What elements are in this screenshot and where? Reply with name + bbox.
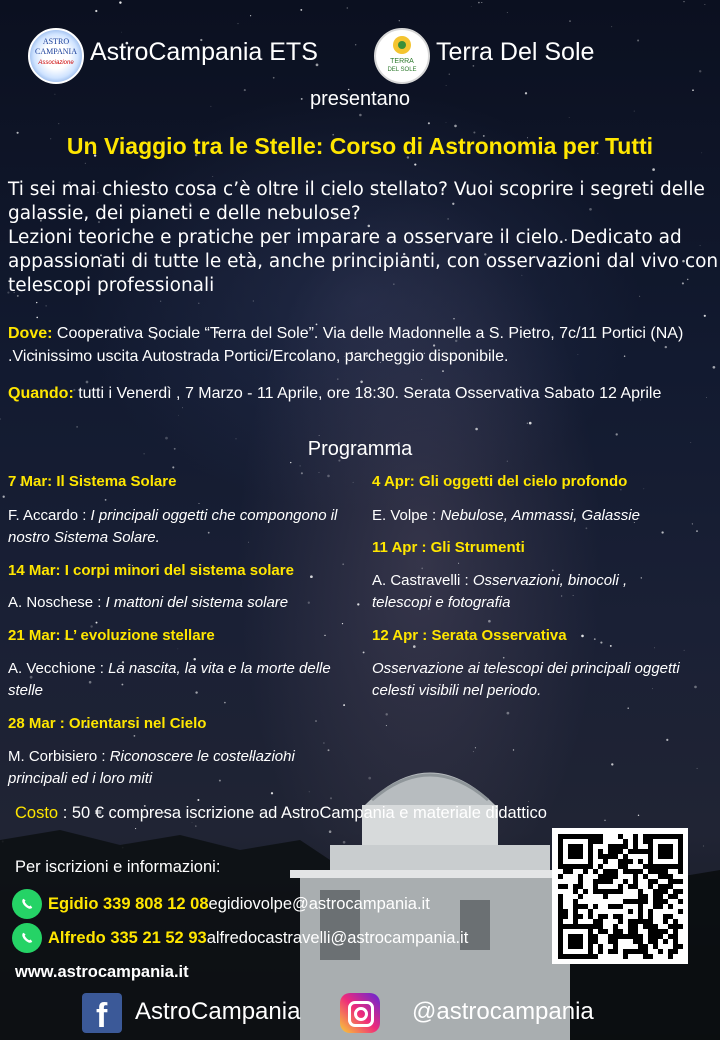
quando-text: tutti i Venerdì , 7 Marzo - 11 Aprile, ore 18:30. Serata Osservativa Sabato 12 Aprile bbox=[73, 385, 662, 402]
qr-code-pattern bbox=[552, 828, 688, 964]
lesson-topic: Osservazioni, binocoli , telescopi e fotografia bbox=[372, 572, 628, 611]
lesson-topic: La nascita, la vita e la morte delle stelle bbox=[8, 660, 331, 699]
logo-text-astro: ASTRO bbox=[42, 37, 70, 46]
quando-label: Quando: bbox=[8, 385, 74, 402]
dove-label: Dove: bbox=[8, 325, 53, 342]
contact-alfredo bbox=[12, 922, 468, 954]
lesson-description bbox=[8, 746, 353, 790]
facebook-icon[interactable]: f bbox=[82, 993, 122, 1033]
lesson-description bbox=[372, 505, 712, 527]
logo-text-terra: TERRA bbox=[390, 58, 414, 65]
website-link[interactable]: www.astrocampania.it bbox=[15, 963, 189, 981]
lesson-description bbox=[8, 505, 338, 549]
lesson-topic: Osservazione ai telescopi dei principali oggetti celesti visibili nel periodo. bbox=[372, 660, 680, 699]
presentano-text: presentano bbox=[309, 88, 411, 110]
lesson-speaker: A. Vecchione : bbox=[8, 660, 109, 677]
cost-info bbox=[15, 804, 547, 823]
programma-heading: Programma bbox=[307, 438, 413, 460]
contact-email[interactable]: egidiovolpe@astrocampania.it bbox=[208, 894, 430, 913]
org2-name: Terra Del Sole bbox=[436, 38, 595, 66]
lesson-topic: I mattoni del sistema solare bbox=[105, 594, 289, 611]
contact-egidio bbox=[12, 888, 430, 920]
logo-text-delsole: DEL SOLE bbox=[387, 67, 417, 73]
intro-paragraph-1: Ti sei mai chiesto cosa c’è oltre il cielo stellato? Vuoi scoprire i segreti delle galassie, dei pianeti e delle nebulose? bbox=[8, 179, 705, 224]
org1-name: AstroCampania ETS bbox=[90, 38, 318, 66]
lesson-title: 21 Mar: L’ evoluzione stellare bbox=[8, 627, 215, 644]
lesson-title: 12 Apr : Serata Osservativa bbox=[372, 627, 567, 644]
instagram-icon[interactable] bbox=[340, 993, 380, 1033]
lesson-description bbox=[8, 658, 353, 702]
costo-label: Costo bbox=[15, 804, 59, 822]
registration-heading: Per iscrizioni e informazioni: bbox=[15, 858, 221, 876]
logo-text-associazione: Associazione bbox=[38, 60, 74, 66]
lesson-title: 4 Apr: Gli oggetti del cielo profondo bbox=[372, 473, 628, 490]
logo-text-campania: CAMPANIA bbox=[35, 47, 77, 56]
course-title: Un Viaggio tra le Stelle: Corso di Astronomia per Tutti bbox=[66, 133, 654, 159]
flower-icon bbox=[390, 34, 414, 56]
contact-email[interactable]: alfredocastravelli@astrocampania.it bbox=[206, 928, 469, 947]
whatsapp-icon[interactable] bbox=[12, 889, 42, 919]
lesson-speaker: A. Noschese : bbox=[8, 594, 106, 611]
lesson-speaker: M. Corbisiero : bbox=[8, 748, 110, 765]
costo-text: : 50 € compresa iscrizione ad AstroCampania e materiale didattico bbox=[58, 804, 547, 822]
intro-text bbox=[8, 178, 720, 298]
lesson-speaker: F. Accardo : bbox=[8, 507, 91, 524]
terra-del-sole-logo bbox=[374, 28, 430, 84]
lesson-title: 28 Mar : Orientarsi nel Cielo bbox=[8, 715, 207, 732]
contact-name-phone[interactable]: Alfredo 335 21 52 93 bbox=[48, 928, 207, 947]
qr-code[interactable] bbox=[552, 828, 688, 964]
dove-text: Cooperativa Sociale “Terra del Sole”. Via delle Madonnelle a S. Pietro, 7c/11 Portici (NA) .Vicinissimo uscita Autostrada Portici/Ercolano, parcheggio disponibile. bbox=[8, 325, 684, 365]
lesson-topic: Nebulose, Ammassi, Galassie bbox=[440, 507, 640, 524]
lesson-description bbox=[372, 570, 672, 614]
whatsapp-icon[interactable] bbox=[12, 923, 42, 953]
astrocampania-logo bbox=[28, 28, 84, 84]
lesson-description bbox=[372, 658, 716, 702]
lesson-speaker: A. Castravelli : bbox=[372, 572, 473, 589]
intro-paragraph-2: Lezioni teoriche e pratiche per imparare a osservare il cielo. Dedicato ad appassionati di tutte le età, anche principianti, con osservazioni dal vivo con telescopi professionali bbox=[8, 227, 719, 296]
lesson-title: 7 Mar: Il Sistema Solare bbox=[8, 473, 177, 490]
lesson-speaker: E. Volpe : bbox=[372, 507, 441, 524]
lesson-description bbox=[8, 592, 353, 614]
contact-name-phone[interactable]: Egidio 339 808 12 08 bbox=[48, 894, 209, 913]
lesson-title: 14 Mar: I corpi minori del sistema solare bbox=[8, 562, 294, 579]
facebook-handle[interactable]: AstroCampania bbox=[135, 998, 301, 1025]
lesson-topic: I principali oggetti che compongono il nostro Sistema Solare. bbox=[8, 507, 338, 546]
lesson-topic: Riconoscere le costellazioni principali ed i loro miti bbox=[8, 748, 295, 787]
schedule-info bbox=[8, 382, 720, 405]
instagram-handle[interactable]: @astrocampania bbox=[412, 998, 594, 1025]
lesson-title: 11 Apr : Gli Strumenti bbox=[372, 539, 525, 556]
location-info bbox=[8, 322, 720, 368]
